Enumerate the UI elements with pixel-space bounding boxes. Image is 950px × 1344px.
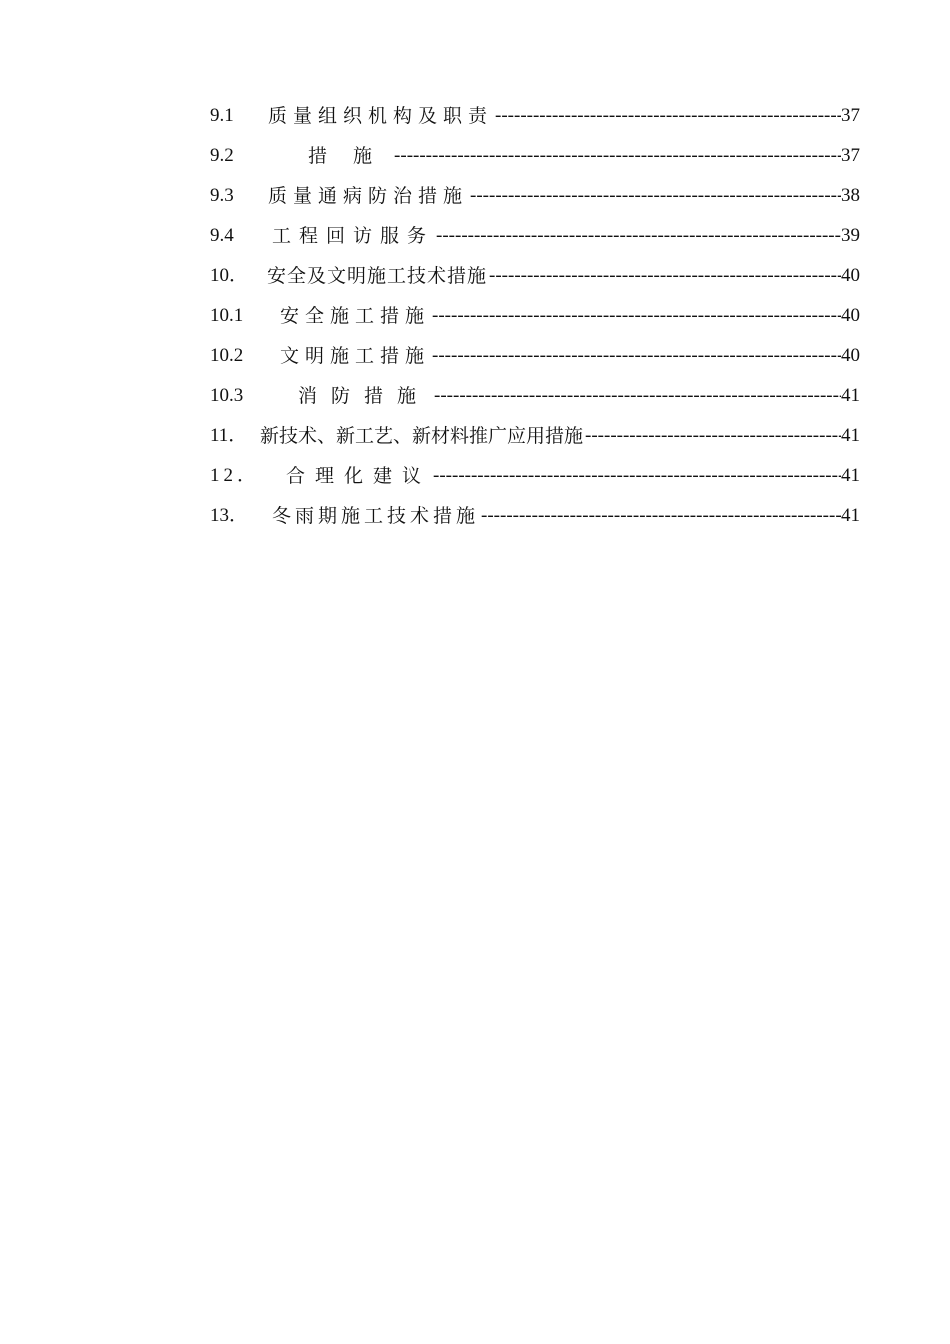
- toc-dot-leader: [479, 496, 841, 536]
- toc-entry-10[interactable]: [210, 256, 860, 296]
- toc-dot-leader: [434, 216, 841, 256]
- toc-entry-10-1[interactable]: [210, 296, 860, 336]
- toc-entry-number: 11．: [210, 425, 248, 446]
- toc-entry-number: 13．: [210, 505, 249, 526]
- toc-entry-page: 40: [841, 345, 860, 366]
- toc-entry-page: 37: [841, 105, 860, 126]
- toc-entry-title: 安全及文明施工技术措施: [267, 265, 488, 287]
- toc-dot-leader: [493, 96, 841, 136]
- toc-entry-number: 9.2: [210, 145, 234, 166]
- toc-dot-leader: [432, 376, 841, 416]
- toc-entry-10-2[interactable]: [210, 336, 860, 376]
- toc-entry-12[interactable]: [210, 456, 860, 496]
- toc-dot-leader: [468, 176, 841, 216]
- toc-entry-11[interactable]: [210, 416, 860, 456]
- toc-entry-title: 工程回访服务: [272, 225, 435, 247]
- toc-entry-number: 10．: [210, 265, 249, 286]
- toc-entry-title: 合理化建议: [286, 465, 432, 487]
- toc-entry-page: 41: [841, 425, 860, 446]
- toc-entry-number: 10.1: [210, 305, 244, 326]
- toc-entry-10-3[interactable]: [210, 376, 860, 416]
- toc-entry-number: 10.2: [210, 345, 244, 366]
- toc-entry-title: 质量组织机构及职责: [268, 105, 494, 127]
- toc-dot-leader: [430, 296, 841, 336]
- toc-entry-page: 40: [841, 305, 860, 326]
- toc-entry-9-4[interactable]: [210, 216, 860, 256]
- toc-entry-title: 冬雨期施工技术措施: [272, 505, 480, 527]
- toc-entry-page: 38: [841, 185, 860, 206]
- toc-entry-number: 9.3: [210, 185, 234, 206]
- toc-entry-number: 10.3: [210, 385, 244, 406]
- toc-entry-page: 40: [841, 265, 860, 286]
- toc-entry-9-3[interactable]: [210, 176, 860, 216]
- table-of-contents: [210, 96, 860, 536]
- toc-entry-title: 质量通病防治措施: [268, 185, 469, 207]
- toc-entry-title: 消防措施: [298, 385, 431, 407]
- toc-entry-page: 41: [841, 385, 860, 406]
- toc-dot-leader: [392, 136, 841, 176]
- toc-entry-number: 9.4: [210, 225, 234, 246]
- toc-entry-13[interactable]: [210, 496, 860, 536]
- toc-entry-number: 12．: [210, 465, 261, 486]
- toc-entry-page: 39: [841, 225, 860, 246]
- toc-entry-page: 37: [841, 145, 860, 166]
- toc-entry-9-1[interactable]: [210, 96, 860, 136]
- toc-entry-title: 措 施: [308, 145, 383, 167]
- toc-dot-leader: [487, 256, 841, 296]
- toc-entry-page: 41: [841, 505, 860, 526]
- toc-entry-title: 安全施工措施: [280, 305, 431, 327]
- toc-entry-title: 文明施工措施: [280, 345, 431, 367]
- toc-dot-leader: [583, 416, 841, 456]
- toc-entry-9-2[interactable]: [210, 136, 860, 176]
- toc-dot-leader: [430, 336, 841, 376]
- toc-entry-number: 9.1: [210, 105, 234, 126]
- toc-dot-leader: [431, 456, 841, 496]
- toc-entry-title: 新技术、新工艺、新材料推广应用措施: [260, 425, 584, 447]
- toc-entry-page: 41: [841, 465, 860, 486]
